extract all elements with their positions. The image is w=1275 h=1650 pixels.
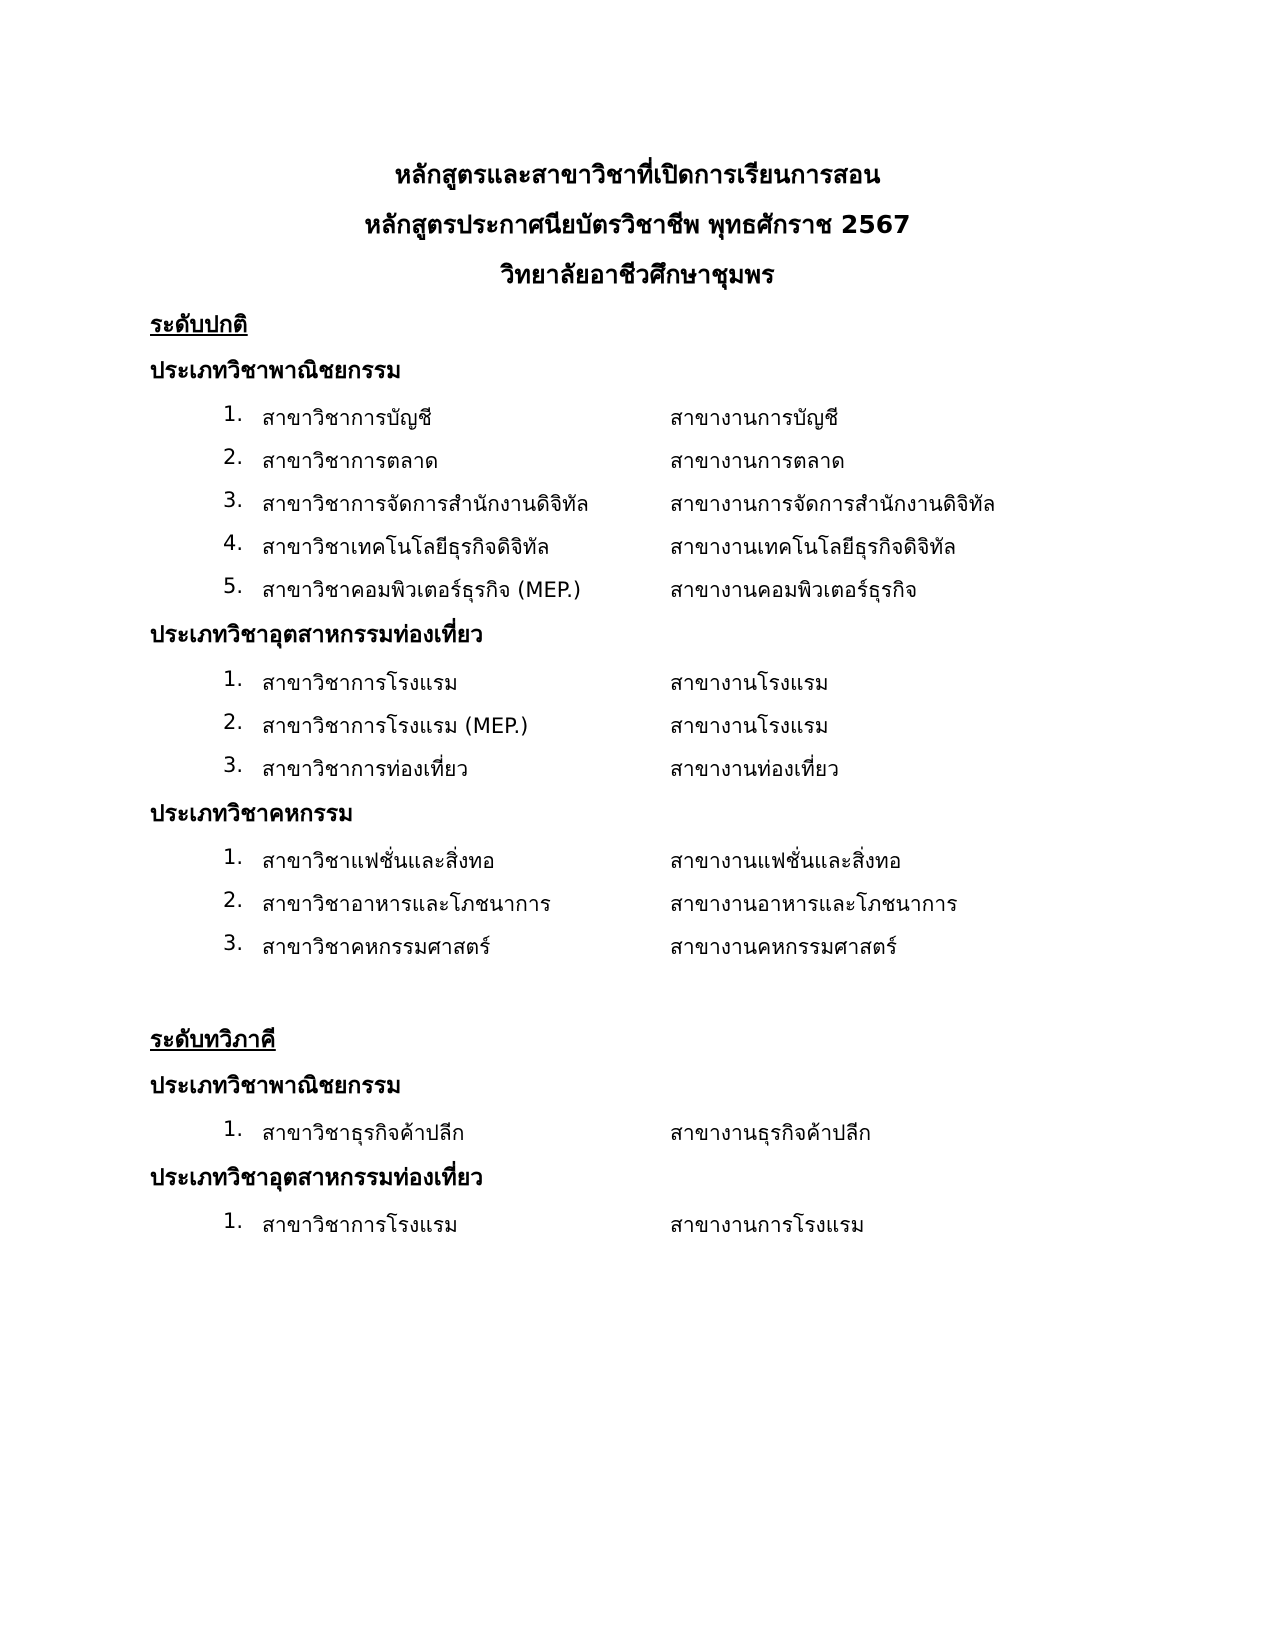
item-number: 1. xyxy=(222,1209,243,1233)
item-number: 1. xyxy=(222,402,243,426)
major-name: สาขาวิชาการโรงแรม xyxy=(262,1213,458,1237)
document-title: หลักสูตรและสาขาวิชาที่เปิดการเรียนการสอน xyxy=(394,160,881,189)
program-row xyxy=(0,488,1275,522)
track-name: สาขางานคอมพิวเตอร์ธุรกิจ xyxy=(670,578,918,602)
track-name: สาขางานโรงแรม xyxy=(670,714,829,738)
section-level-heading: ระดับปกติ xyxy=(150,312,248,338)
category-heading: ประเภทวิชาอุตสาหกรรมท่องเที่ยว xyxy=(150,622,484,648)
track-name: สาขางานท่องเที่ยว xyxy=(670,757,839,781)
major-name: สาขาวิชาการตลาด xyxy=(262,449,439,473)
major-name: สาขาวิชาแฟชั่นและสิ่งทอ xyxy=(262,849,495,873)
major-name: สาขาวิชาเทคโนโลยีธุรกิจดิจิทัล xyxy=(262,535,550,559)
major-name: สาขาวิชาการท่องเที่ยว xyxy=(262,757,469,781)
program-row xyxy=(0,574,1275,608)
item-number: 3. xyxy=(222,488,243,512)
item-number: 2. xyxy=(222,445,243,469)
track-name: สาขางานอาหารและโภชนาการ xyxy=(670,892,958,916)
track-name: สาขางานการโรงแรม xyxy=(670,1213,865,1237)
track-name: สาขางานการตลาด xyxy=(670,449,845,473)
major-name: สาขาวิชาการจัดการสำนักงานดิจิทัล xyxy=(262,492,589,516)
program-row xyxy=(0,667,1275,701)
track-name: สาขางานธุรกิจค้าปลีก xyxy=(670,1121,872,1145)
institution-name: วิทยาลัยอาชีวศึกษาชุมพร xyxy=(500,260,775,289)
item-number: 2. xyxy=(222,710,243,734)
major-name: สาขาวิชาการโรงแรม xyxy=(262,671,458,695)
item-number: 4. xyxy=(222,531,243,555)
major-name: สาขาวิชาอาหารและโภชนาการ xyxy=(262,892,551,916)
item-number: 2. xyxy=(222,888,243,912)
track-name: สาขางานการจัดการสำนักงานดิจิทัล xyxy=(670,492,996,516)
program-row xyxy=(0,445,1275,479)
item-number: 1. xyxy=(222,845,243,869)
item-number: 5. xyxy=(222,574,243,598)
category-heading: ประเภทวิชาอุตสาหกรรมท่องเที่ยว xyxy=(150,1165,484,1191)
major-name: สาขาวิชาการบัญชี xyxy=(262,406,432,430)
section-level-heading: ระดับทวิภาคี xyxy=(150,1027,276,1053)
item-number: 3. xyxy=(222,931,243,955)
program-row xyxy=(0,931,1275,965)
track-name: สาขางานเทคโนโลยีธุรกิจดิจิทัล xyxy=(670,535,957,559)
program-row xyxy=(0,888,1275,922)
category-heading: ประเภทวิชาพาณิชยกรรม xyxy=(150,1073,402,1099)
major-name: สาขาวิชาการโรงแรม (MEP.) xyxy=(262,714,529,738)
track-name: สาขางานการบัญชี xyxy=(670,406,839,430)
program-row xyxy=(0,531,1275,565)
program-row xyxy=(0,710,1275,744)
item-number: 3. xyxy=(222,753,243,777)
item-number: 1. xyxy=(222,1117,243,1141)
track-name: สาขางานแฟชั่นและสิ่งทอ xyxy=(670,849,902,873)
track-name: สาขางานโรงแรม xyxy=(670,671,829,695)
document-subtitle: หลักสูตรประกาศนียบัตรวิชาชีพ พุทธศักราช 2567 xyxy=(364,210,911,239)
category-heading: ประเภทวิชาคหกรรม xyxy=(150,801,354,827)
track-name: สาขางานคหกรรมศาสตร์ xyxy=(670,935,898,959)
program-row xyxy=(0,1209,1275,1243)
program-row xyxy=(0,753,1275,787)
major-name: สาขาวิชาคอมพิวเตอร์ธุรกิจ (MEP.) xyxy=(262,578,582,602)
major-name: สาขาวิชาคหกรรมศาสตร์ xyxy=(262,935,491,959)
program-row xyxy=(0,1117,1275,1151)
program-row xyxy=(0,402,1275,436)
program-row xyxy=(0,845,1275,879)
item-number: 1. xyxy=(222,667,243,691)
major-name: สาขาวิชาธุรกิจค้าปลีก xyxy=(262,1121,465,1145)
category-heading: ประเภทวิชาพาณิชยกรรม xyxy=(150,358,402,384)
